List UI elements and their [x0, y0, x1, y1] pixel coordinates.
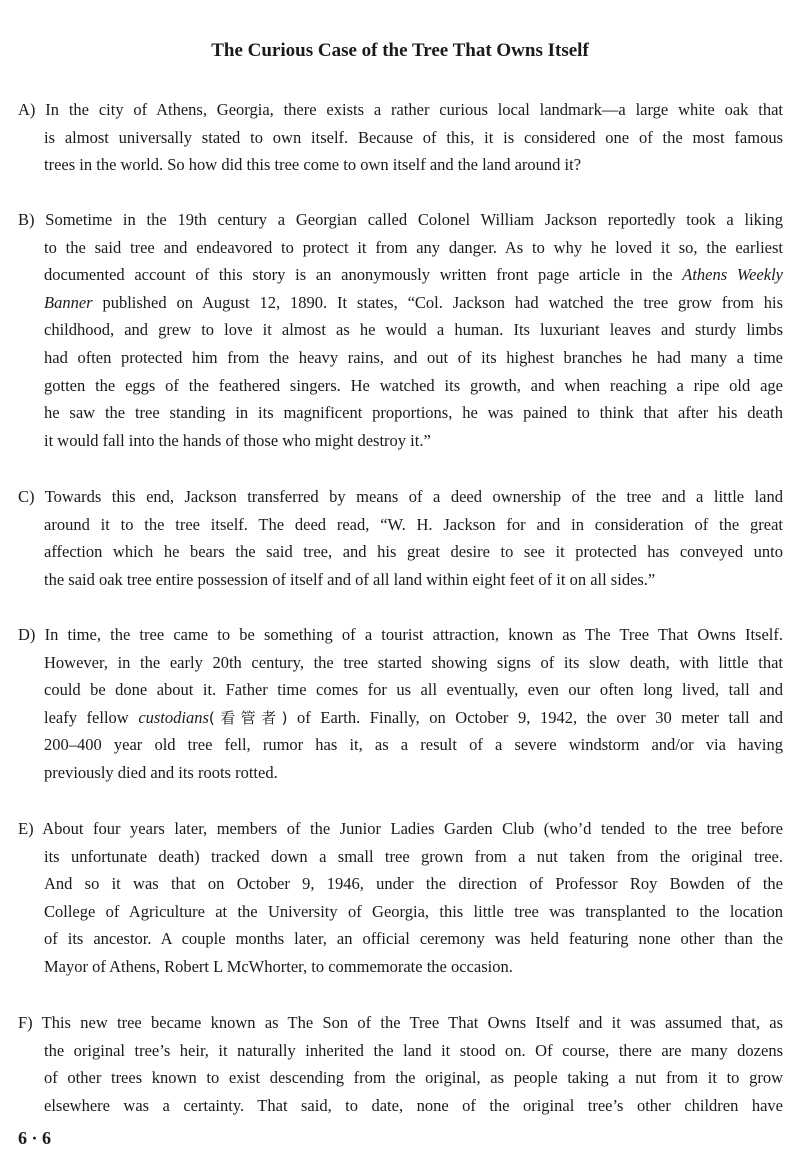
paragraph-line: previously died and its roots rotted.: [44, 762, 278, 782]
paragraph-f: [18, 1009, 783, 1119]
paragraph-line: A) In the city of Athens, Georgia, there exists a rather curious local landmark—a large white oak that: [18, 100, 783, 119]
article-title: The Curious Case of the Tree That Owns Itself: [211, 40, 589, 61]
paragraph-line: leafy fellow custodians(看管者) of Earth. Finally, on October 9, 1942, the over 30 meter tall and: [44, 707, 783, 727]
paragraph-line: Banner published on August 12, 1890. It states, “Col. Jackson had watched the tree grow from his: [44, 292, 783, 312]
paragraph-line: 200–400 year old tree fell, rumor has it, as a result of a severe windstorm and/or via having: [44, 735, 783, 755]
paragraph-c: [18, 483, 783, 593]
paragraph-line: gotten the eggs of the feathered singers. He watched its growth, and when reaching a ripe old age: [44, 375, 783, 395]
paragraph-line: B) Sometime in the 19th century a Georgian called Colonel William Jackson reportedly took a liking: [18, 210, 783, 229]
newspaper-name: Banner: [44, 292, 93, 312]
paragraph-line: he saw the tree standing in its magnificent proportions, he was pained to think that after his death: [44, 403, 783, 423]
paragraph-b: [18, 206, 783, 454]
paragraph-line: of its ancestor. A couple months later, an official ceremony was held featuring none other than the: [44, 929, 783, 949]
paragraph-label: F): [18, 1013, 33, 1032]
paragraph-line: had often protected him from the heavy rains, and out of its highest branches he had many a time: [44, 347, 783, 367]
paragraph-line: D) In time, the tree came to be something of a tourist attraction, known as The Tree That Owns Itself.: [18, 625, 783, 644]
paragraph-line: documented account of this story is an anonymously written front page article in the Athens Weekly: [44, 265, 783, 285]
paragraph-line: trees in the world. So how did this tree come to own itself and the land around it?: [44, 155, 582, 175]
page-number: 6 · 6: [18, 1128, 52, 1148]
paragraph-line: is almost universally stated to own itself. Because of this, it is considered one of the most famous: [44, 127, 783, 147]
paragraph-line: the said oak tree entire possession of itself and of all land within eight feet of it on all sides.”: [44, 569, 656, 589]
keyword-custodians: custodians: [138, 707, 209, 727]
paragraph-line: E) About four years later, members of the Junior Ladies Garden Club (who’d tended to the tree before: [18, 819, 783, 838]
paragraph-line: of other trees known to exist descending from the original, as people taking a nut from it to grow: [44, 1068, 783, 1088]
paragraph-label: A): [18, 100, 36, 119]
paragraph-line: Mayor of Athens, Robert L McWhorter, to commemorate the occasion.: [44, 956, 513, 976]
paragraph-line: to the said tree and endeavored to protect it from any danger. As to why he loved it so, the earliest: [44, 237, 783, 257]
paragraph-label: B): [18, 210, 35, 229]
paragraph-a: [18, 96, 783, 179]
paragraph-e: [18, 815, 783, 981]
newspaper-name: Athens Weekly: [682, 265, 783, 285]
paragraph-line: its unfortunate death) tracked down a small tree grown from a nut taken from the original tree.: [44, 846, 783, 866]
paragraph-line: could be done about it. Father time comes for us all eventually, even our often long lived, tall and: [44, 680, 783, 700]
paragraph-line: around it to the tree itself. The deed read, “W. H. Jackson for and in consideration of the great: [44, 514, 783, 534]
paragraph-line: affection which he bears the said tree, and his great desire to see it protected has conveyed unto: [44, 542, 783, 562]
paragraph-label: E): [18, 819, 34, 838]
paragraph-line: C) Towards this end, Jackson transferred by means of a deed ownership of the tree and a little land: [18, 487, 783, 506]
paragraph-line: College of Agriculture at the University of Georgia, this little tree was transplanted to the location: [44, 901, 783, 921]
chinese-gloss: (看管者): [208, 708, 288, 727]
paragraph-line: However, in the early 20th century, the tree started showing signs of its slow death, with little that: [44, 652, 783, 672]
paragraph-label: C): [18, 487, 35, 506]
paragraph-line: the original tree’s heir, it naturally inherited the land it stood on. Of course, there are many dozens: [44, 1040, 783, 1060]
paragraph-line: And so it was that on October 9, 1946, under the direction of Professor Roy Bowden of the: [44, 874, 783, 894]
paragraph-line: it would fall into the hands of those who might destroy it.”: [44, 430, 431, 450]
paragraph-line: elsewhere was a certainty. That said, to date, none of the original tree’s other children have: [44, 1095, 783, 1115]
paragraph-d: [18, 621, 783, 787]
paragraph-line: F) This new tree became known as The Son of the Tree That Owns Itself and it was assumed that, as: [18, 1013, 783, 1032]
paragraph-line: childhood, and grew to love it almost as he would a human. Its luxuriant leaves and sturdy limbs: [44, 320, 783, 340]
paragraph-label: D): [18, 625, 36, 644]
